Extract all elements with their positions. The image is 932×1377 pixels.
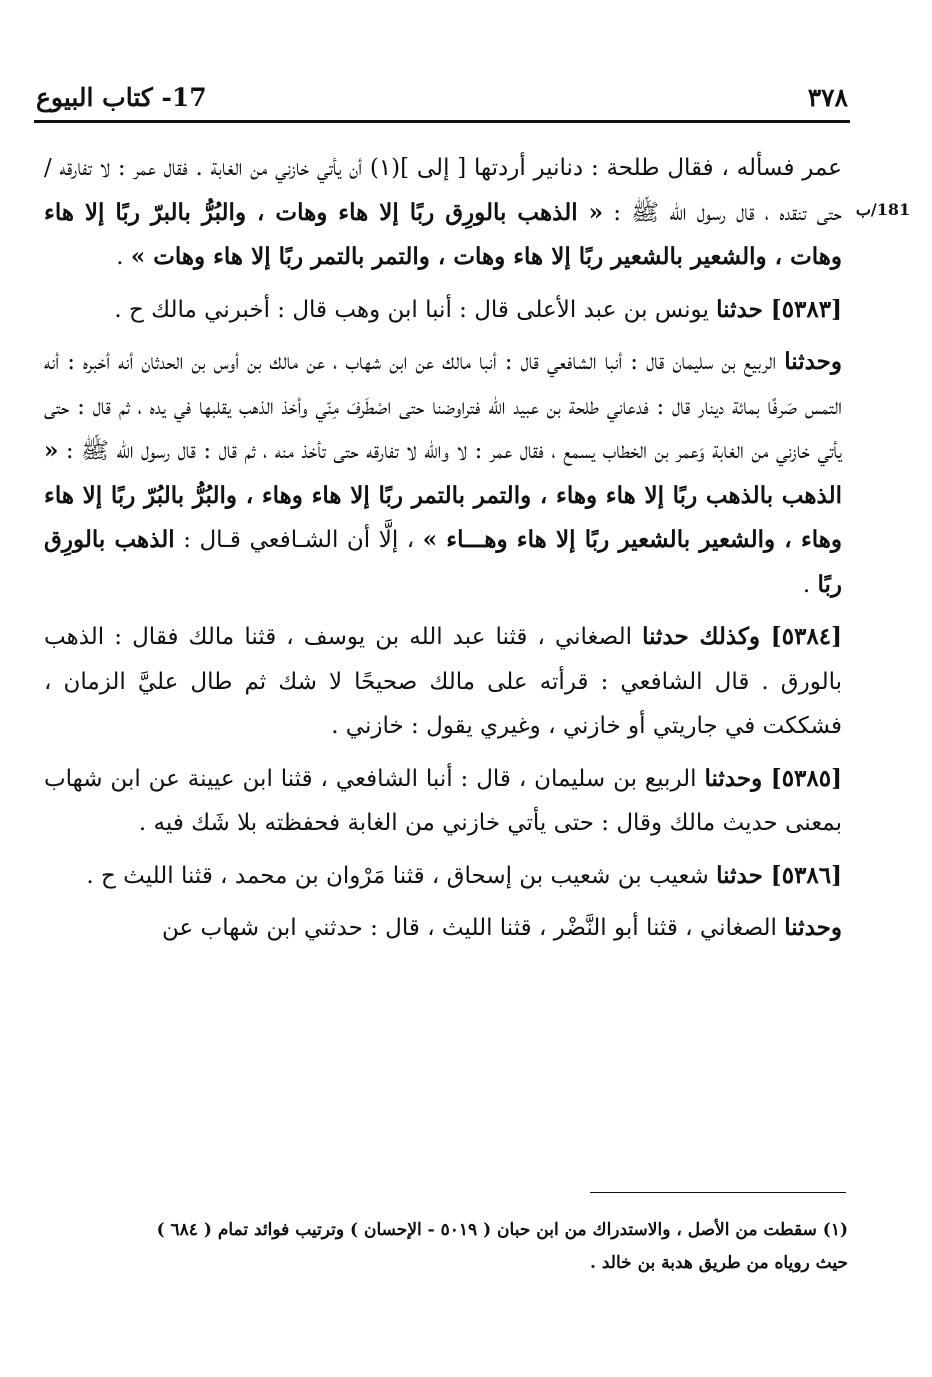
bold-segment: وحدثنا	[784, 914, 842, 941]
manuscript-folio-note: 181/ب	[855, 200, 911, 219]
bold-segment: [٥٣٨٣] حدثنا	[716, 295, 842, 323]
paragraph	[44, 615, 842, 749]
text-segment: الصغاني ، قثنا عبد الله بن يوسف ، قثنا مالك فقال : الذهب بالورق . قال الشافعي : قرأته على مالك صحيحًا لا شك ثم طال عليَّ الزمان ، فشككت في جاريتي أو خازني ، وغيري يقول : خازني .	[44, 624, 842, 739]
text-segment: .	[116, 244, 131, 270]
footnotes	[46, 1214, 848, 1280]
text-segment: الصغاني ، قثنا أبو النَّضْر ، قثنا الليث ، قال : حدثني ابن شهاب عن	[162, 915, 785, 941]
bold-segment: [٥٣٨٥] وحدثنا	[704, 764, 842, 792]
bold-segment: [٥٣٨٦] حدثنا	[716, 861, 842, 889]
text-segment: الربيع بن سليمان قال : أنبا الشافعي قال : أنبا مالك عن ابن شهاب ، عن مالك بن أوس بن الحدثان أنه أخبره : أنه التمس صَرفًا بمائة دينار قال : فدعاني طلحة بن عبيد الله فتراوضنا حتى اصْطَرفَ مِنّي وأخذ الذهب يقلبها في يده ، ثم قال : حتى يأتي خازني من الغابة وَعمر بن الخطاب يسمع ، فقال عمر : لا والله لا تفارقه حتى تأخذ منه ، ثم قال : قال رسول الله ﷺ :	[44, 349, 842, 464]
text-segment: شعيب بن شعيب بن إسحاق ، قثنا مَرْوان بن محمد ، قثنا الليث ح .	[86, 862, 717, 889]
text-segment: يونس بن عبد الأعلى قال : أنبا ابن وهب قال : أخبرني مالك ح .	[114, 296, 717, 323]
footnote-line: حيث روياه من طريق هدبة بن خالد .	[590, 1253, 848, 1273]
paragraph	[44, 146, 842, 280]
page-header	[36, 72, 848, 112]
main-text	[44, 146, 842, 959]
footnote-rule	[590, 1192, 846, 1193]
text-segment: عمر فسأله ، فقال طلحة : دنانير أردتها [ إلى ](١) أن يأتي خازني من الغابة . فقال عمر : لا تفارقه / حتى تنقده ، قال رسول الله ﷺ :	[44, 155, 842, 226]
chapter-title: 17- كتاب البيوع	[36, 83, 207, 112]
bold-segment: وحدثنا	[784, 348, 842, 375]
text-segment: الربيع بن سليمان ، قال : أنبا الشافعي ، قثنا ابن عيينة عن ابن شهاب بمعنى حديث مالك وقال : حتى يأتي خازني من الغابة فحفظته بلا شَك فيه .	[44, 765, 842, 836]
bold-segment: الذهب بالورِق ربًا	[44, 526, 842, 598]
paragraph	[44, 854, 842, 899]
text-segment: ، إلَّا أن الشـافعي قـال :	[174, 527, 423, 553]
header-rule	[34, 120, 850, 123]
paragraph	[44, 757, 842, 846]
bold-segment: « الذهب بالورِق ربًا إلا هاء وهات ، والبُرُّ بالبرّ ربًا إلا هاء وهات ، والشعير بالشعير ربًا إلا هاء وهات ، والتمر بالتمر ربًا إلا هاء وهات »	[44, 198, 842, 270]
bold-segment: « الذهب بالذهب ربًا إلا هاء وهاء ، والتمر بالتمر ربًا إلا هاء وهاء ، والبُرُّ بالبُرّ ربًا إلا هاء وهاء ، والشعير بالشعير ربًا إلا هاء وهـــاء »	[44, 437, 843, 553]
footnote-line: (١) سقطت من الأصل ، والاستدراك من ابن حبان ( ٥٠١٩ - الإحسان ) وترتيب فوائد تمام ( ٦٨٤ )	[156, 1220, 848, 1240]
text-segment: .	[802, 571, 818, 598]
paragraph	[44, 906, 842, 951]
paragraph	[44, 340, 842, 607]
paragraph	[44, 288, 842, 333]
bold-segment: [٥٣٨٤] وكذلك حدثنا	[642, 623, 842, 650]
page-number: ٣٧٨	[807, 83, 848, 112]
